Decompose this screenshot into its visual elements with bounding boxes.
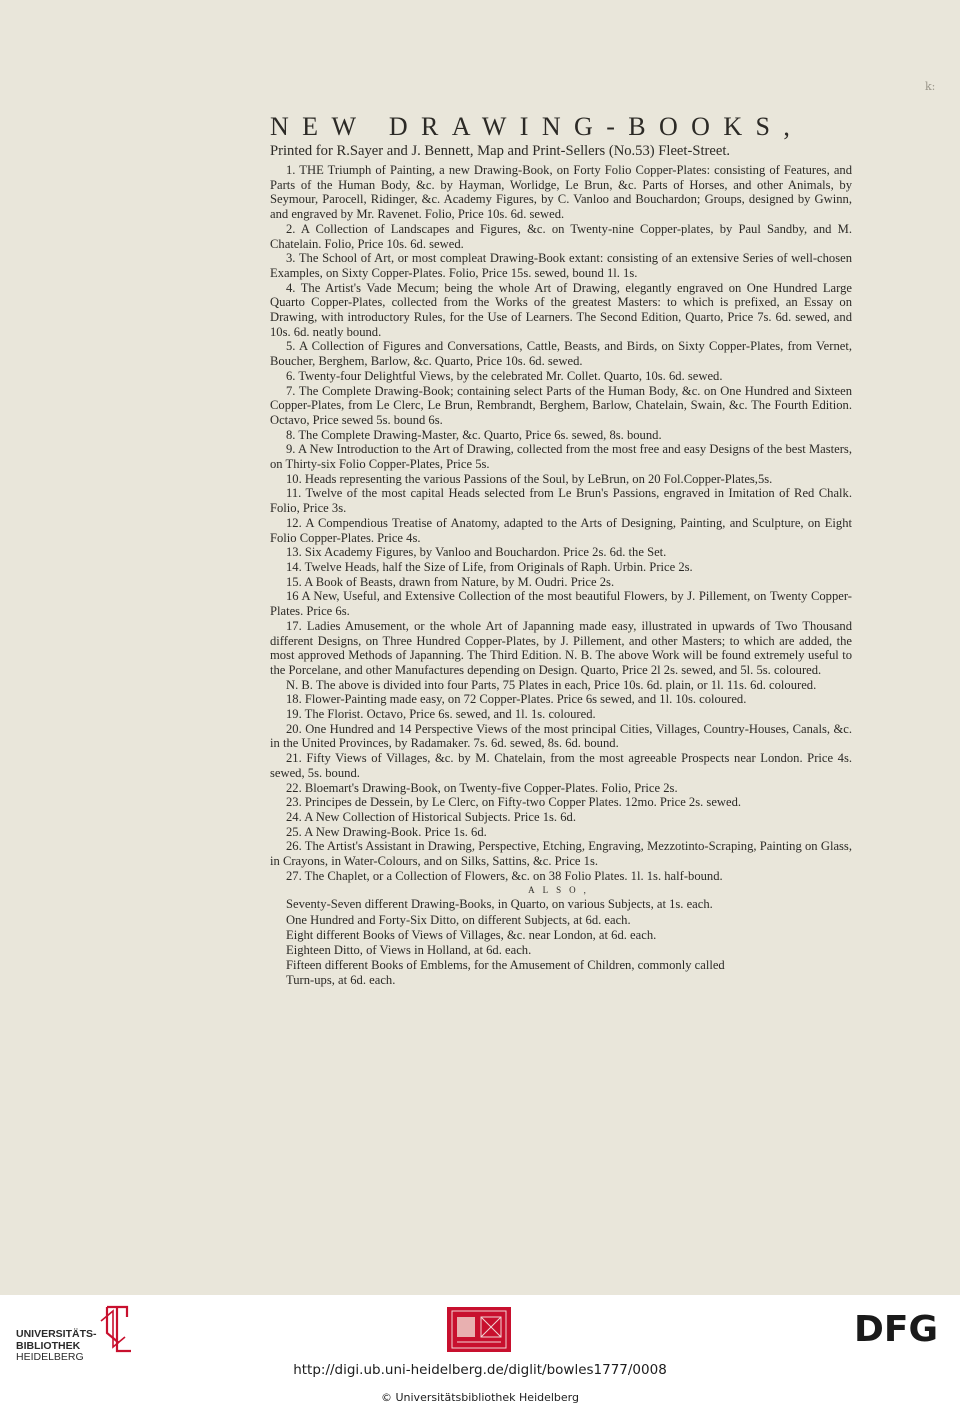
catalogue-entry: 2. A Collection of Landscapes and Figures, &c. on Twenty-nine Copper-plates, by Paul Sandby, and M. Chatelain. Folio, Price 10s. 6d. sewed. (270, 221, 852, 251)
also-item: Turn-ups, at 6d. each. (286, 973, 396, 988)
catalogue-entry: 14. Twelve Heads, half the Size of Life, from Originals of Raph. Urbin. Price 2s. (286, 559, 693, 574)
catalogue-entry: 1. THE Triumph of Painting, a new Drawing-Book, on Forty Folio Copper-Plates: consisting of Features, and Parts of the Human Body, &c. by Hayman, Worlidge, Le Brun, &c. Parts of Horses, and other Animals, by Seymour, Parocell, Ridinger, &c. Academy Figures, by C. Vanloo and Bouchardon; Groups, designed by Gwinn, and engraved by Mr. Ravenet. Folio, Price 10s. 6d. sewed. (270, 163, 852, 222)
document-subtitle: Printed for R.Sayer and J. Bennett, Map and Print-Sellers (No.53) Fleet-Street. (270, 143, 731, 159)
catalogue-entry: 27. The Chaplet, or a Collection of Flowers, &c. on 38 Folio Plates. 1l. 1s. half-bound. (286, 868, 723, 883)
catalogue-entry: 19. The Florist. Octavo, Price 6s. sewed, and 1l. 1s. coloured. (286, 707, 596, 722)
catalogue-entry: 13. Six Academy Figures, by Vanloo and Bouchardon. Price 2s. 6d. the Set. (286, 545, 667, 560)
also-item: Eighteen Ditto, of Views in Holland, at 6d. each. (286, 943, 532, 958)
footer (0, 1295, 960, 1414)
catalogue-entry: 9. A New Introduction to the Art of Drawing, collected from the most free and easy Designs of the best Masters, on Thirty-six Folio Copper-Plates, Price 5s. (270, 442, 852, 472)
catalogue-entry: 21. Fifty Views of Villages, &c. by M. Chatelain, from the most agreeable Prospects near London. Price 4s. sewed, 5s. bound. (270, 751, 852, 780)
also-item: One Hundred and Forty-Six Ditto, on different Subjects, at 6d. each. (286, 912, 631, 927)
also-item: Eight different Books of Views of Villages, &c. near London, at 6d. each. (286, 927, 657, 942)
catalogue-entry: 23. Principes de Dessein, by Le Clerc, on Fifty-two Copper Plates. 12mo. Price 2s. sewed. (286, 795, 742, 810)
catalogue-entry: 18. Flower-Painting made easy, on 72 Copper-Plates. Price 6s sewed, and 1l. 10s. coloured. (286, 692, 747, 707)
catalogue-entry: 5. A Collection of Figures and Conversations, Cattle, Beasts, and Birds, on Sixty Copper-Plates, from Vernet, Boucher, Berghem, Barlow, &c. Quarto, Price 10s. 6d. sewed. (270, 339, 852, 369)
entry-list (270, 163, 852, 883)
catalogue-entry: 12. A Compendious Treatise of Anatomy, adapted to the Arts of Designing, Painting, and Sculpture, on Eight Folio Copper-Plates. Price 4s. (270, 515, 852, 545)
catalogue-entry: 7. The Complete Drawing-Book; containing select Parts of the Human Body, &c. on One Hundred and Sixteen Copper-Plates, from Le Clerc, Le Brun, Rembrandt, Berghem, Barlow, Chatelain, Swain, &c. The Fourth Edition. Octavo, Price sewed 5s. bound 6s. (270, 383, 852, 427)
catalogue-entry: 8. The Complete Drawing-Master, &c. Quarto, Price 6s. sewed, 8s. bound. (286, 427, 662, 442)
dfg-logo-text: DFG (854, 1309, 939, 1345)
also-item: Fifteen different Books of Emblems, for the Amusement of Children, commonly called (286, 958, 725, 973)
library-name-line2: BIBLIOTHEK (16, 1339, 81, 1352)
catalogue-entry: 10. Heads representing the various Passions of the Soul, by LeBrun, on 20 Fol.Copper-Plates,5s. (286, 471, 773, 486)
also-item: Seventy-Seven different Drawing-Books, in Quarto, on various Subjects, at 1s. each. (286, 897, 713, 912)
catalogue-entry: 4. The Artist's Vade Mecum; being the whole Art of Drawing, elegantly engraved on One Hundred Large Quarto Copper-Plates, collected from the Works of the greatest Masters: to which is prefixed, an Essay on Drawing, with introductory Rules, for the Use of Learners. The Second Edition, Quarto, Price 7s. 6d. sewed, and 10s. 6d. neatly bound. (270, 280, 852, 339)
library-name-line1: UNIVERSITÄTS- (16, 1328, 97, 1340)
catalogue-entry: 26. The Artist's Assistant in Drawing, Perspective, Etching, Engraving, Mezzotinto-Scraping, Painting on Glass, in Crayons, in Water-Colours, and on Silks, Sattins, &c. Price 1s. (270, 839, 852, 869)
catalogue-entry: 20. One Hundred and 14 Perspective Views of the most principal Cities, Villages, Country-Houses, Canals, &c. in the United Provinces, by Radamaker. 7s. 6d. sewed, 8s. 6d. bound. (270, 721, 852, 751)
catalogue-entry: N. B. The above is divided into four Parts, 75 Plates in each, Price 10s. 6d. plain, or 1l. 11s. 6d. coloured. (286, 677, 817, 692)
also-heading: ALSO, (528, 885, 594, 896)
catalogue-entry: 22. Bloemart's Drawing-Book, on Twenty-five Copper-Plates. Folio, Price 2s. (286, 780, 678, 795)
document-title: NEW DRAWING-BOOKS, (270, 112, 804, 141)
catalogue-entry: 17. Ladies Amusement, or the whole Art of Japanning made easy, illustrated in upwards of Two Thousand different Designs, on Three Hundred Copper-Plates, by J. Pillement, and other Masters; to which are added, the most approved Methods of Japanning. The Third Edition. N. B. The above Work will be found extremely useful to the Porcelane, and other Manufactures depending on Design. Quarto, Price 2l 2s. sewed, and 5l. 5s. coloured. (270, 618, 852, 677)
catalogue-entry: 11. Twelve of the most capital Heads selected from Le Brun's Passions, engraved in Imitation of Red Chalk. Folio, Price 3s. (270, 486, 852, 516)
document-body (270, 112, 852, 989)
dfg-logo-icon (852, 1309, 948, 1345)
permalink-url[interactable]: http://digi.ub.uni-heidelberg.de/diglit/bowles1777/0008 (293, 1362, 667, 1378)
catalogue-entry: 25. A New Drawing-Book. Price 1s. 6d. (286, 824, 487, 839)
page-mark: k: (925, 80, 936, 93)
library-name-line3: HEIDELBERG (16, 1351, 84, 1363)
catalogue-entry: 15. A Book of Beasts, drawn from Nature, by M. Oudri. Price 2s. (286, 574, 615, 589)
catalogue-entry: 16 A New, Useful, and Extensive Collection of the most beautiful Flowers, by J. Pillement, on Twenty Copper-Plates. Price 6s. (270, 589, 852, 619)
copyright-notice: © Universitätsbibliothek Heidelberg (380, 1391, 579, 1404)
project-logo-icon (447, 1307, 511, 1352)
catalogue-entry: 6. Twenty-four Delightful Views, by the celebrated Mr. Collet. Quarto, 10s. 6d. sewed. (286, 368, 723, 383)
catalogue-entry: 24. A New Collection of Historical Subjects. Price 1s. 6d. (286, 809, 576, 824)
also-list (270, 897, 852, 988)
catalogue-entry: 3. The School of Art, or most compleat Drawing-Book extant: consisting of an extensive Series of well-chosen Examples, on Sixty Copper-Plates. Folio, Price 15s. sewed, bound 1l. 1s. (270, 251, 852, 280)
library-mark-icon (97, 1303, 133, 1355)
